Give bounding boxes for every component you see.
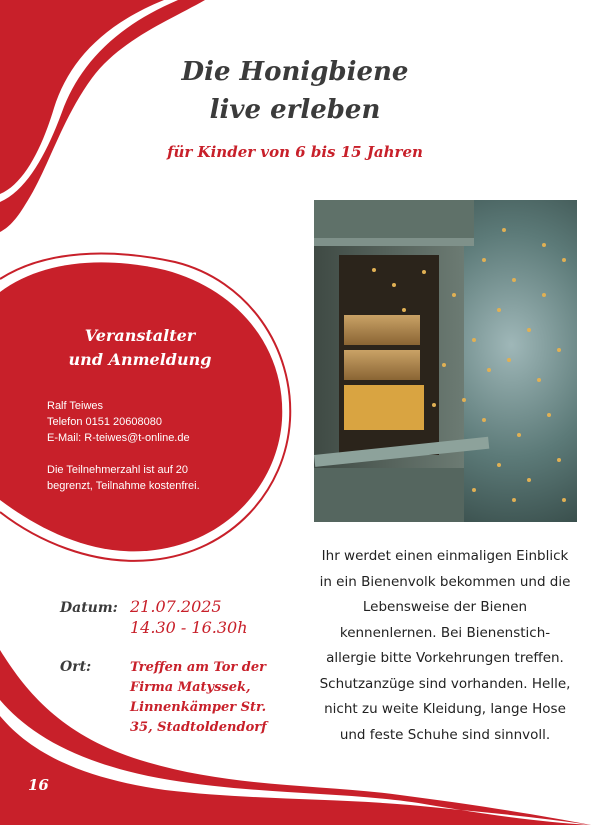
organizer-circle — [0, 262, 282, 551]
place-label: Ort: — [60, 659, 92, 675]
description-line: kennenlernen. Bei Bienenstich- — [339, 624, 551, 641]
place-line-3: Linnenkämper Str. — [130, 700, 267, 715]
beehive-photo — [314, 200, 577, 522]
participant-limit-line-2: begrenzt, Teilnahme kostenfrei. — [47, 480, 200, 492]
description-line: und feste Schuhe sind sinnvoll. — [339, 726, 551, 743]
place-line-1: Treffen am Tor der — [130, 660, 266, 675]
event-time: 14.30 - 16.30h — [130, 618, 248, 637]
organizer-name: Ralf Teiwes — [47, 400, 104, 412]
organizer-heading-line-1: Veranstalter — [84, 326, 196, 345]
place-line-2: Firma Matyssek, — [130, 680, 251, 695]
title-line-1: Die Honigbiene — [181, 57, 409, 87]
description-line: Schutzanzüge sind vorhanden. Helle, — [319, 675, 571, 692]
date-label: Datum: — [60, 600, 118, 616]
participant-limit-line-1: Die Teilnehmerzahl ist auf 20 — [47, 464, 189, 476]
description-line: nicht zu weite Kleidung, lange Hose — [324, 701, 566, 717]
subtitle: für Kinder von 6 bis 15 Jahren — [167, 143, 423, 161]
event-date: 21.07.2025 — [130, 597, 222, 616]
description-line: in ein Bienenvolk bekommen und die — [319, 573, 571, 590]
title-line-2: live erleben — [209, 95, 381, 125]
description — [300, 544, 590, 748]
organizer-phone: Telefon 0151 20608080 — [47, 416, 162, 428]
page-number: 16 — [28, 776, 49, 794]
description-line: Lebensweise der Bienen — [362, 599, 528, 615]
organizer-email: E-Mail: R-teiwes@t-online.de — [47, 432, 190, 444]
description-line: Ihr werdet einen einmaligen Einblick — [321, 548, 569, 564]
organizer-heading-line-2: und Anmeldung — [68, 350, 212, 369]
description-line: allergie bitte Vorkehrungen treffen. — [326, 650, 564, 666]
place-line-4: 35, Stadtoldendorf — [130, 720, 267, 735]
